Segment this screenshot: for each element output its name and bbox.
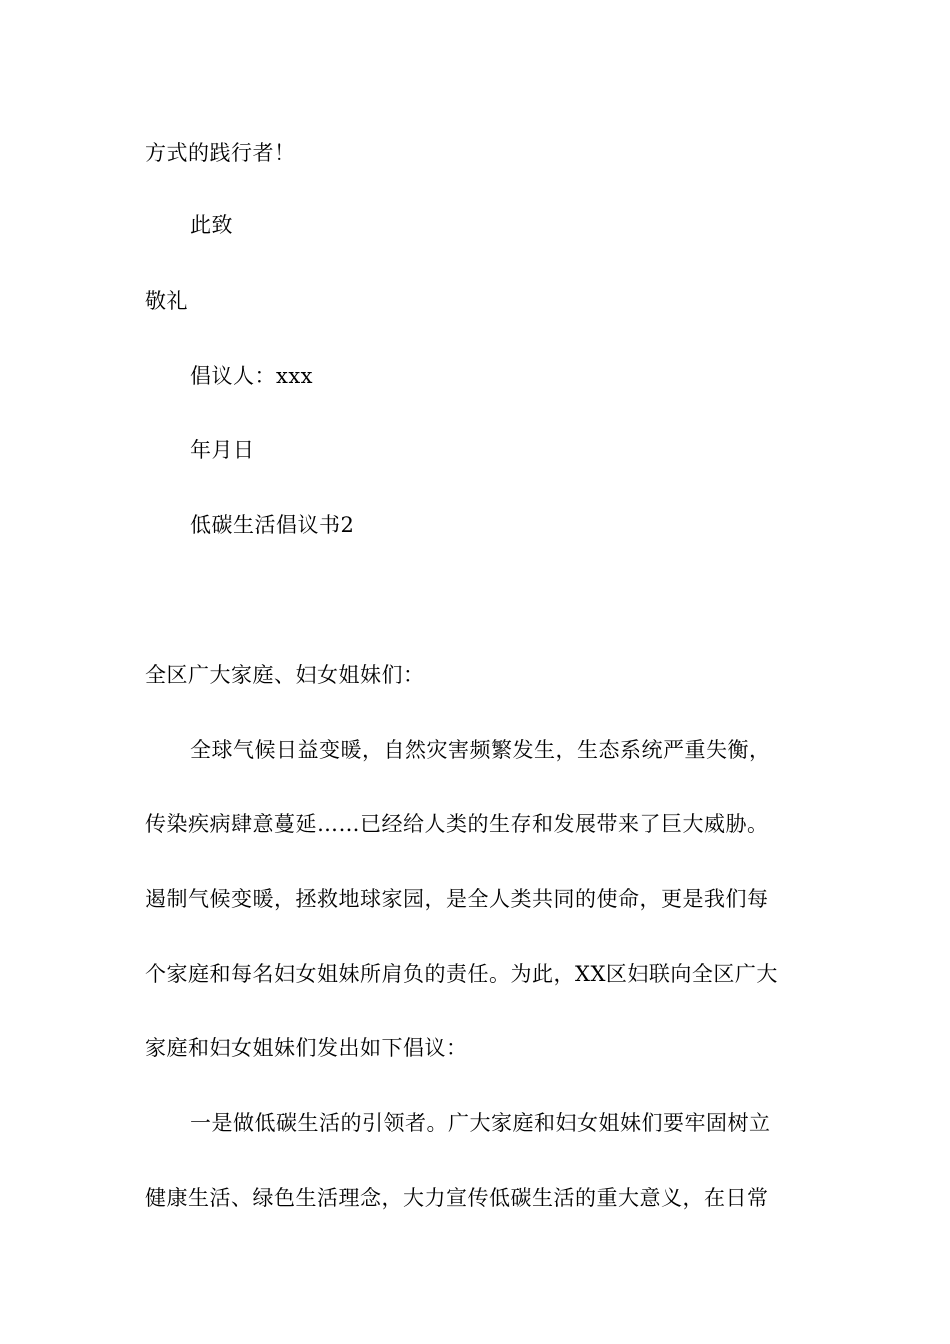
text-line-proposer: 倡议人：xxx: [190, 364, 314, 388]
text-line-regards: 敬礼: [145, 289, 188, 313]
paragraph-line: 一是做低碳生活的引领者。广大家庭和妇女姐妹们要牢固树立: [190, 1111, 771, 1135]
paragraph-line: 遏制气候变暖，拯救地球家园，是全人类共同的使命，更是我们每: [145, 887, 769, 911]
text-line-addressee: 全区广大家庭、妇女姐妹们：: [145, 663, 425, 687]
document-title: 低碳生活倡议书2: [190, 513, 355, 537]
text-line-salutation: 此致: [190, 213, 233, 237]
paragraph-line: 传染疾病肆意蔓延……已经给人类的生存和发展带来了巨大威胁。: [145, 812, 769, 836]
paragraph-line: 个家庭和每名妇女姐妹所肩负的责任。为此，XX区妇联向全区广大: [145, 962, 778, 986]
text-line-closing-phrase: 方式的践行者！: [145, 141, 296, 165]
paragraph-line: 健康生活、绿色生活理念，大力宣传低碳生活的重大意义，在日常: [145, 1186, 769, 1210]
paragraph-line: 家庭和妇女姐妹们发出如下倡议：: [145, 1036, 468, 1060]
text-line-date: 年月日: [190, 438, 255, 462]
paragraph-line: 全球气候日益变暖，自然灾害频繁发生，生态系统严重失衡，: [190, 738, 771, 762]
